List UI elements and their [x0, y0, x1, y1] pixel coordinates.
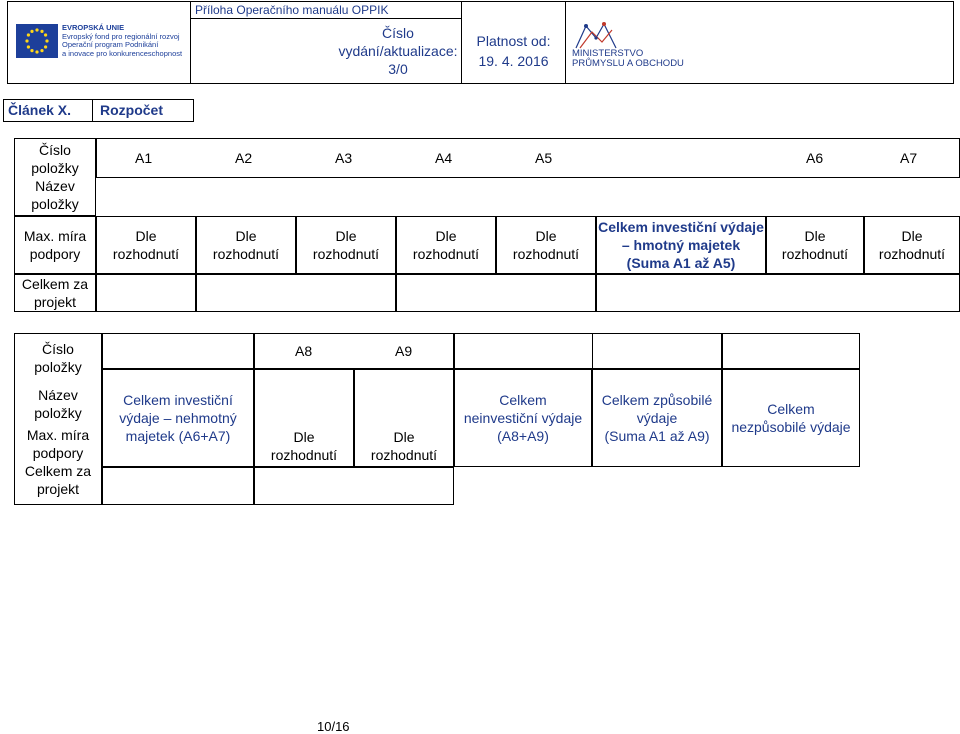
non-invest-total: Celkem neinvestiční výdaje (A8+A9): [454, 369, 592, 467]
eu-text: EVROPSKÁ UNIE Evropský fond pro regionální rozvoj Operační program Podnikání a inovace pro konkurenceschopnost: [62, 23, 183, 58]
total-a2-a5: [196, 274, 396, 312]
header-divider-1: [190, 1, 191, 84]
dle-a4: Dle rozhodnutí: [396, 216, 496, 274]
page-number: 10/16: [317, 719, 350, 734]
eligible-total: Celkem způsobilé výdaje (Suma A1 až A9): [592, 369, 722, 467]
dle-a5: Dle rozhodnutí: [496, 216, 596, 274]
row-label-cislo-nazev: Číslo položky Název položky: [14, 138, 96, 216]
eu-flag-icon: [16, 24, 58, 58]
article-title: Rozpočet: [100, 102, 163, 118]
t2-blank-a8: [254, 369, 354, 467]
code-a8: A8: [295, 343, 313, 359]
issue-value: 3/0: [388, 61, 408, 77]
t2-total-a8-a9: [254, 467, 454, 505]
code-a5: A5: [535, 150, 553, 166]
ministry-logo: [572, 20, 684, 70]
total-invest: [596, 274, 960, 312]
eu-logo: [16, 23, 183, 60]
dle-a7: Dle rozhodnutí: [864, 216, 960, 274]
t2-total-intangible: [102, 467, 254, 505]
code-a6: A6: [806, 150, 824, 166]
dle-a1: Dle rozhodnutí: [96, 216, 196, 274]
code-a3: A3: [335, 150, 353, 166]
row-label-celkem: Celkem za projekt: [14, 274, 96, 312]
code-a1: A1: [135, 150, 153, 166]
total-a3-a5: [396, 274, 596, 312]
t2-code-row: [254, 333, 454, 369]
invest-total-tangible: Celkem investiční výdaje – hmotný majetek (Suma A1 až A5): [596, 216, 766, 274]
article-heading-divider: [92, 99, 93, 122]
total-a1-a5: [96, 274, 196, 312]
code-row: [96, 138, 960, 178]
issue-label: Číslo vydání/aktualizace:: [338, 25, 458, 59]
header-hline: [190, 18, 461, 19]
dle-a8: Dle rozhodnutí: [270, 429, 338, 463]
code-a7: A7: [900, 150, 918, 166]
header-divider-3: [565, 1, 566, 84]
t2-inel-top: [722, 333, 860, 369]
validity: [462, 20, 565, 82]
dle-a2: Dle rozhodnutí: [196, 216, 296, 274]
dle-a6: Dle rozhodnutí: [766, 216, 864, 274]
dle-a9: Dle rozhodnutí: [370, 429, 438, 463]
t2-el-top: [592, 333, 722, 369]
intangible-total: Celkem investiční výdaje – nehmotný majetek (A6+A7): [102, 369, 254, 467]
dle-a3: Dle rozhodnutí: [296, 216, 396, 274]
validity-label: Platnost od:: [476, 33, 551, 49]
validity-value: 19. 4. 2016: [478, 53, 549, 69]
ministry-emblem-icon: [572, 20, 622, 50]
ineligible-total: Celkem nezpůsobilé výdaje: [722, 369, 860, 467]
code-a2: A2: [235, 150, 253, 166]
issue-number: [335, 20, 461, 82]
t2-row-labels: Číslo položky Název položky Max. míra podpory Celkem za projekt: [14, 333, 102, 505]
attachment-title: Příloha Operačního manuálu OPPIK: [195, 3, 389, 17]
code-a9: A9: [395, 343, 413, 359]
t2-ni-top: [454, 333, 592, 369]
ministry-text: MINISTERSTVO PRŮMYSLU A OBCHODU: [572, 48, 684, 69]
row-label-max: Max. míra podpory: [14, 216, 96, 274]
code-a4: A4: [435, 150, 453, 166]
t2-code-blank: [102, 333, 254, 369]
article-label: Článek X.: [8, 102, 72, 118]
t2-blank-a9: [354, 369, 454, 467]
